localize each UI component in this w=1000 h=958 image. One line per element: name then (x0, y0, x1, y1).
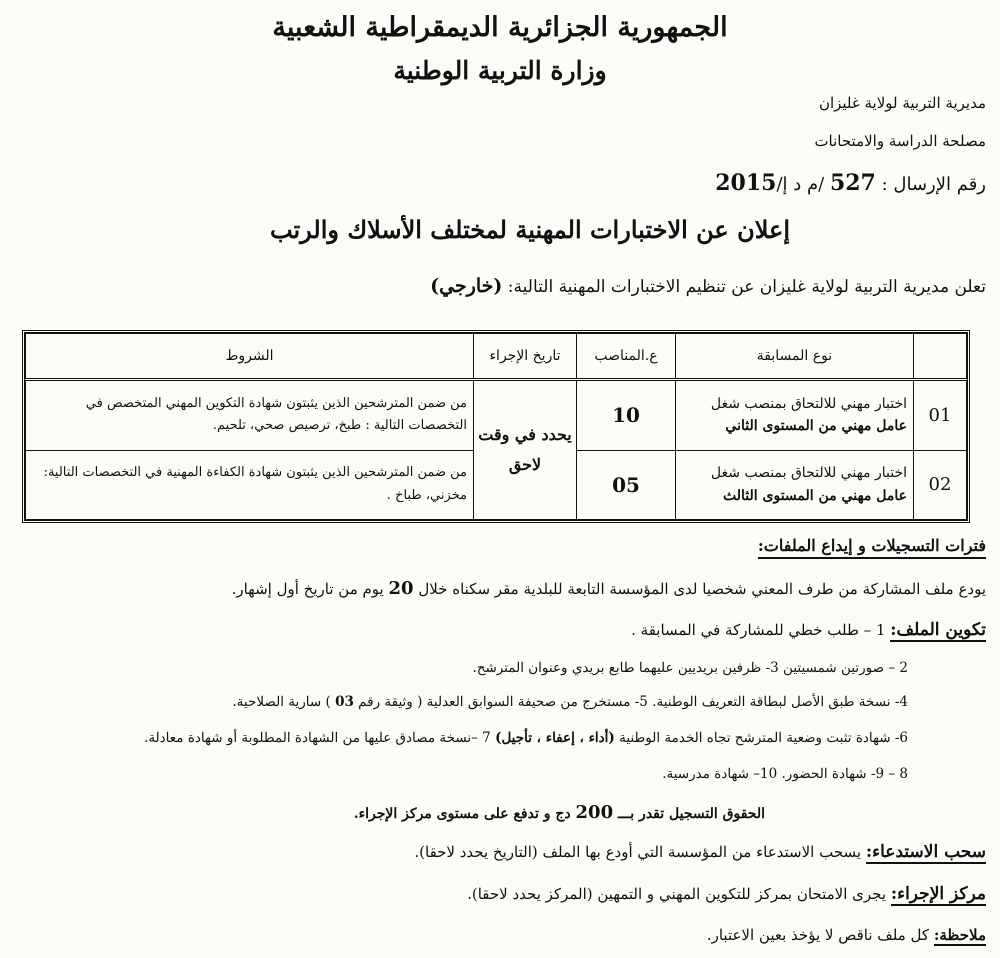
convocation-heading: سحب الاستدعاء: (865, 842, 986, 862)
fees-amount: 200 (575, 802, 614, 823)
file-item-4-before: 4- نسخة طبق الأصل لبطاقة التعريف الوطنية. 5- مستخرج من صحيفة السوابق العدلية ( وثيقة رقم (358, 694, 908, 710)
convocation-line (414, 842, 986, 862)
ministry-title: وزارة التربية الوطنية (393, 56, 607, 85)
row-type (676, 380, 914, 451)
file-item-6-bold: (أداء ، إعفاء ، تأجيل) (495, 730, 615, 746)
announcement-title: إعلان عن الاختبارات المهنية لمختلف الأسلاك والرتب (269, 215, 791, 244)
file-item-6 (144, 730, 908, 746)
reference-mid: /م د إ/ (776, 174, 825, 195)
file-item-4-num: 03 (335, 694, 354, 710)
file-item-4-after: ) سارية الصلاحية. (232, 694, 331, 710)
file-item-6-after: 7 –نسخة مصادق عليها من الشهادة المطلوبة أو شهادة معادلة. (144, 730, 491, 746)
republic-title: الجمهورية الجزائرية الديمقراطية الشعبية (272, 12, 728, 43)
header-type: نوع المسابقة (676, 334, 914, 380)
reference-number: 527 (829, 170, 876, 196)
registration-days: 20 (388, 578, 414, 599)
file-item-4 (232, 694, 908, 710)
row-conditions: من ضمن المترشحين الذين يثبتون شهادة الكفاءة المهنية في التخصصات التالية: مخزني، طباخ . (26, 450, 474, 519)
reference-line (715, 170, 986, 196)
header-num (914, 334, 967, 380)
row-type-line2: عامل مهني من المستوى الثاني (725, 418, 907, 435)
intro-line (430, 275, 986, 297)
row-type-line1: اختبار مهني للالتحاق بمنصب شغل (710, 395, 907, 412)
registration-text (232, 578, 986, 599)
row-posts: 10 (577, 380, 676, 451)
header-date: تاريخ الإجراء (474, 334, 577, 380)
registration-before: يودع ملف المشاركة من طرف المعني شخصيا لدى المؤسسة التابعة للبلدية مقر سكناه خلال (418, 580, 986, 598)
service-name: مصلحة الدراسة والامتحانات (814, 132, 986, 150)
registration-after: يوم من تاريخ أول إشهار. (231, 580, 384, 598)
row-date: يحدد في وقت لاحق (474, 380, 577, 520)
row-conditions: من ضمن المترشحين الذين يثبتون شهادة التكوين المهني المتخصص في التخصصات التالية : طبخ، ترصيص صحي، تلحيم. (26, 380, 474, 451)
file-item-2: 2 – صورتين شمسيتين 3- ظرفين بريديين عليهما طابع بريدي وعنوان المترشح. (472, 660, 908, 676)
center-heading: مركز الإجراء: (890, 884, 986, 904)
reference-label: رقم الإرسال : (881, 174, 986, 195)
row-num: 02 (914, 450, 967, 519)
directorate-name: مديرية التربية لولاية غليزان (818, 94, 986, 112)
center-text: يجرى الامتحان بمركز للتكوين المهني و التمهين (المركز يحدد لاحقا). (467, 885, 887, 903)
fees-before: الحقوق التسجيل تقدر بـــ (617, 806, 765, 822)
fees-after: دج و تدفع على مستوى مركز الإجراء. (353, 806, 571, 822)
file-item-8: 8 – 9- شهادة الحضور. 10– شهادة مدرسية. (662, 766, 908, 782)
row-type-line2: عامل مهني من المستوى الثالث (722, 487, 907, 504)
header-conditions: الشروط (26, 334, 474, 380)
registration-heading: فترات التسجيلات و إيداع الملفات: (758, 536, 986, 559)
header-posts: ع.المناصب (577, 334, 676, 380)
row-type (676, 450, 914, 519)
file-item-6-before: 6- شهادة تثبت وضعية المترشح تجاه الخدمة الوطنية (619, 730, 908, 746)
note-text: كل ملف ناقص لا يؤخذ بعين الاعتبار. (706, 926, 930, 944)
reference-year: 2015 (715, 170, 777, 196)
fees-line (354, 802, 765, 823)
note-heading: ملاحظة: (933, 926, 986, 944)
table-header-row (26, 334, 967, 380)
file-heading: تكوين الملف: (890, 620, 986, 640)
file-first-line (631, 620, 986, 640)
file-item-1: 1 – طلب خطي للمشاركة في المسابقة . (631, 621, 886, 639)
exams-table (22, 330, 970, 523)
row-type-line1: اختبار مهني للالتحاق بمنصب شغل (710, 465, 907, 482)
intro-tag: (خارجي) (430, 275, 503, 297)
intro-text: تعلن مديرية التربية لولاية غليزان عن تنظيم الاختبارات المهنية التالية: (507, 277, 986, 297)
row-num: 01 (914, 380, 967, 451)
table-row (26, 380, 967, 451)
center-line (467, 884, 986, 904)
row-posts: 05 (577, 450, 676, 519)
convocation-text: يسحب الاستدعاء من المؤسسة التي أودع بها الملف (التاريخ يحدد لاحقا). (414, 843, 862, 861)
note-line (707, 926, 986, 944)
